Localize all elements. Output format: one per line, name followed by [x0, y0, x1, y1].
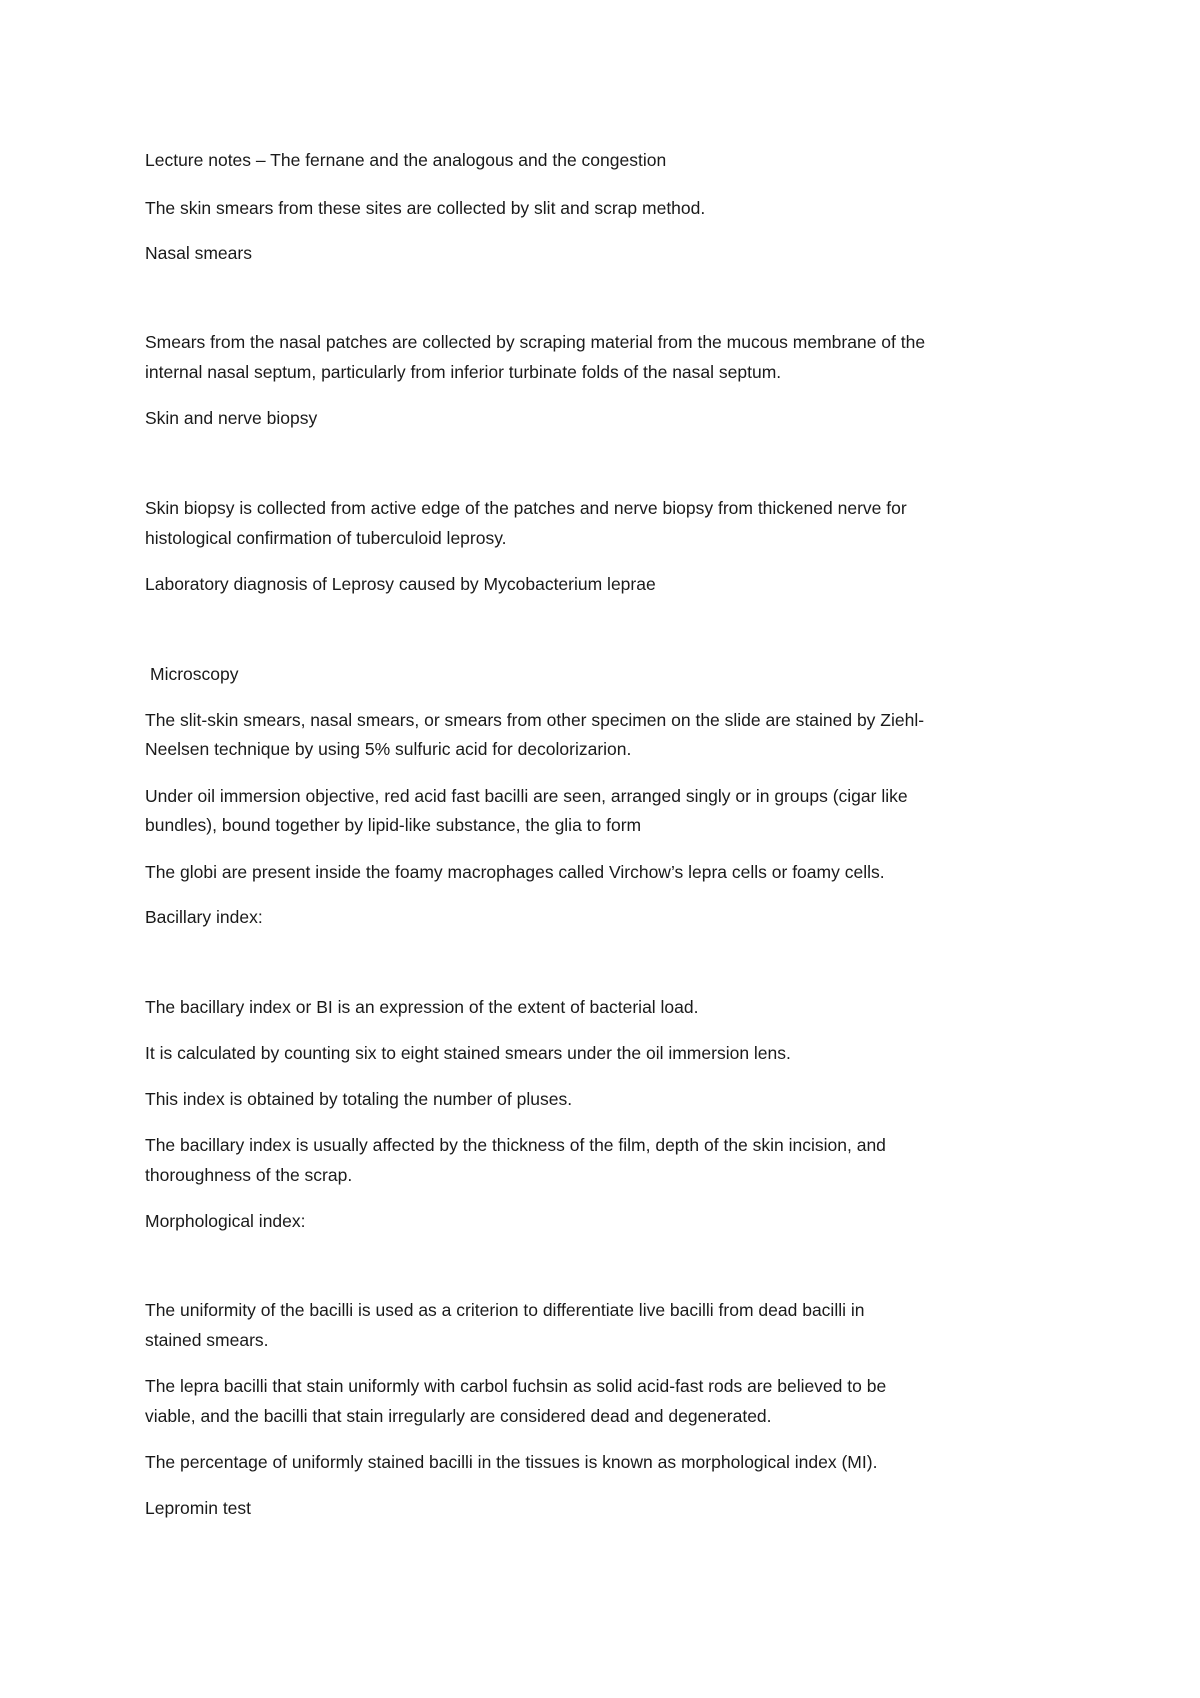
section-heading-morphological-index: Morphological index: [145, 1211, 306, 1231]
paragraph-line-19: The bacillary index is usually affected by the thickness of the film, depth of the skin incision, and [145, 1135, 886, 1155]
paragraph-line-10: The slit-skin smears, nasal smears, or smears from other specimen on the slide are stained by Ziehl- [145, 710, 925, 730]
paragraph-line-26: The percentage of uniformly stained bacilli in the tissues is known as morphological index (MI). [145, 1452, 878, 1472]
paragraph-line-16: The bacillary index or BI is an expression of the extent of bacterial load. [145, 997, 699, 1017]
section-heading-microscopy: Microscopy [150, 664, 239, 684]
paragraph-line-1: The skin smears from these sites are collected by slit and scrap method. [145, 198, 706, 218]
paragraph-line-14: The globi are present inside the foamy macrophages called Virchow’s lepra cells or foamy cells. [145, 862, 885, 882]
paragraph-line-25: viable, and the bacilli that stain irregularly are considered dead and degenerated. [145, 1406, 772, 1426]
paragraph-line-23: stained smears. [145, 1330, 269, 1350]
paragraph-line-3: Smears from the nasal patches are collected by scraping material from the mucous membrane of the [145, 332, 926, 352]
paragraph-line-11: Neelsen technique by using 5% sulfuric acid for decolorizarion. [145, 739, 632, 759]
paragraph-line-18: This index is obtained by totaling the number of pluses. [145, 1089, 573, 1109]
document-title: Lecture notes – The fernane and the analogous and the congestion [145, 150, 667, 170]
paragraph-line-4: internal nasal septum, particularly from inferior turbinate folds of the nasal septum. [145, 362, 782, 382]
section-heading-bacillary-index: Bacillary index: [145, 907, 263, 927]
paragraph-line-7: histological confirmation of tuberculoid leprosy. [145, 528, 507, 548]
section-heading-nasal-smears: Nasal smears [145, 243, 252, 263]
paragraph-line-13: bundles), bound together by lipid-like substance, the glia to form [145, 815, 642, 835]
paragraph-line-22: The uniformity of the bacilli is used as a criterion to differentiate live bacilli from dead bacilli in [145, 1300, 865, 1320]
paragraph-line-24: The lepra bacilli that stain uniformly with carbol fuchsin as solid acid-fast rods are believed to be [145, 1376, 887, 1396]
paragraph-line-6: Skin biopsy is collected from active edge of the patches and nerve biopsy from thickened nerve for [145, 498, 907, 518]
paragraph-line-12: Under oil immersion objective, red acid fast bacilli are seen, arranged singly or in groups (cigar like [145, 786, 908, 806]
paragraph-line-20: thoroughness of the scrap. [145, 1165, 353, 1185]
section-heading-lepromin-test: Lepromin test [145, 1498, 252, 1518]
section-heading-skin-nerve-biopsy: Skin and nerve biopsy [145, 408, 318, 428]
paragraph-line-17: It is calculated by counting six to eight stained smears under the oil immersion lens. [145, 1043, 791, 1063]
section-heading-lab-diagnosis: Laboratory diagnosis of Leprosy caused by Mycobacterium leprae [145, 574, 656, 594]
